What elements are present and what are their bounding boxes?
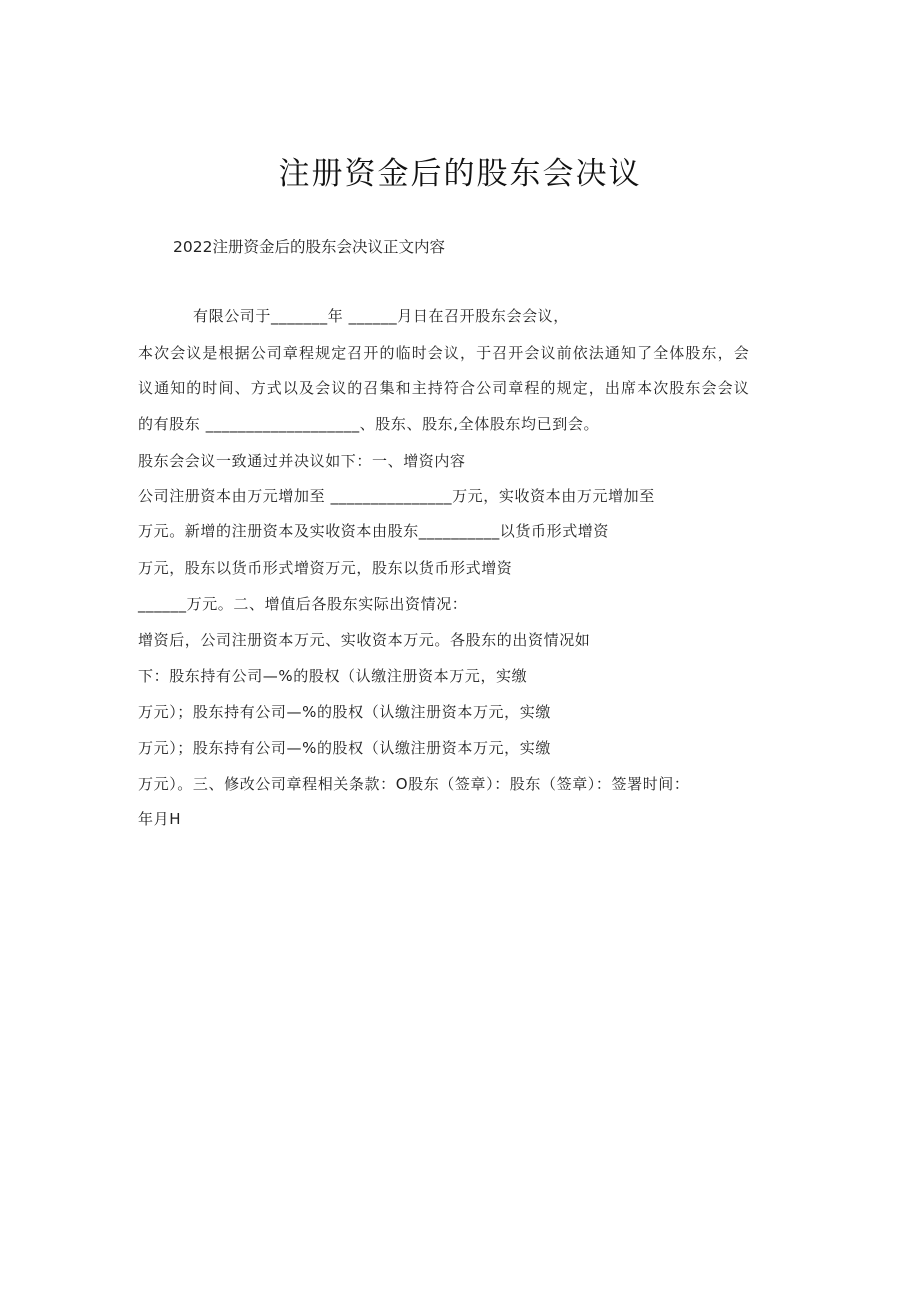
body-line-9: ______万元。二、增值后各股东实际出资情况：: [138, 595, 468, 613]
document-subtitle: 2022注册资金后的股东会决议正文内容: [173, 238, 445, 256]
body-line-6: 公司注册资本由万元增加至 _______________万元，实收资本由万元增加至: [138, 487, 655, 505]
body-line-3: 议通知的时间、方式以及会议的召集和主持符合公司章程的规定，出席本次股东会会议: [138, 379, 750, 397]
body-line-1: 有限公司于_______年 ______月日在召开股东会会议，: [193, 307, 569, 325]
body-line-7: 万元。新增的注册资本及实收资本由股东__________以货币形式增资: [138, 522, 610, 540]
document-title: 注册资金后的股东会决议: [278, 156, 642, 192]
body-line-4: 的有股东 ___________________、股东、股东,全体股东均已到会。: [138, 415, 600, 433]
body-line-5: 股东会会议一致通过并决议如下：一、增资内容: [138, 452, 466, 470]
body-line-10: 增资后，公司注册资本万元、实收资本万元。各股东的出资情况如: [138, 631, 591, 649]
body-line-8: 万元，股东以货币形式增资万元，股东以货币形式增资: [138, 559, 513, 577]
body-line-11: 下：股东持有公司—%的股权（认缴注册资本万元，实缴: [138, 667, 528, 685]
body-line-13: 万元）；股东持有公司—%的股权（认缴注册资本万元，实缴: [138, 739, 551, 757]
body-line-15: 年月H: [138, 810, 182, 828]
body-line-12: 万元）；股东持有公司—%的股权（认缴注册资本万元，实缴: [138, 703, 551, 721]
body-line-2: 本次会议是根据公司章程规定召开的临时会议，于召开会议前依法通知了全体股东，会: [138, 344, 750, 362]
body-line-14: 万元）。三、修改公司章程相关条款：O股东（签章）：股东（签章）：签署时间：: [138, 775, 690, 793]
